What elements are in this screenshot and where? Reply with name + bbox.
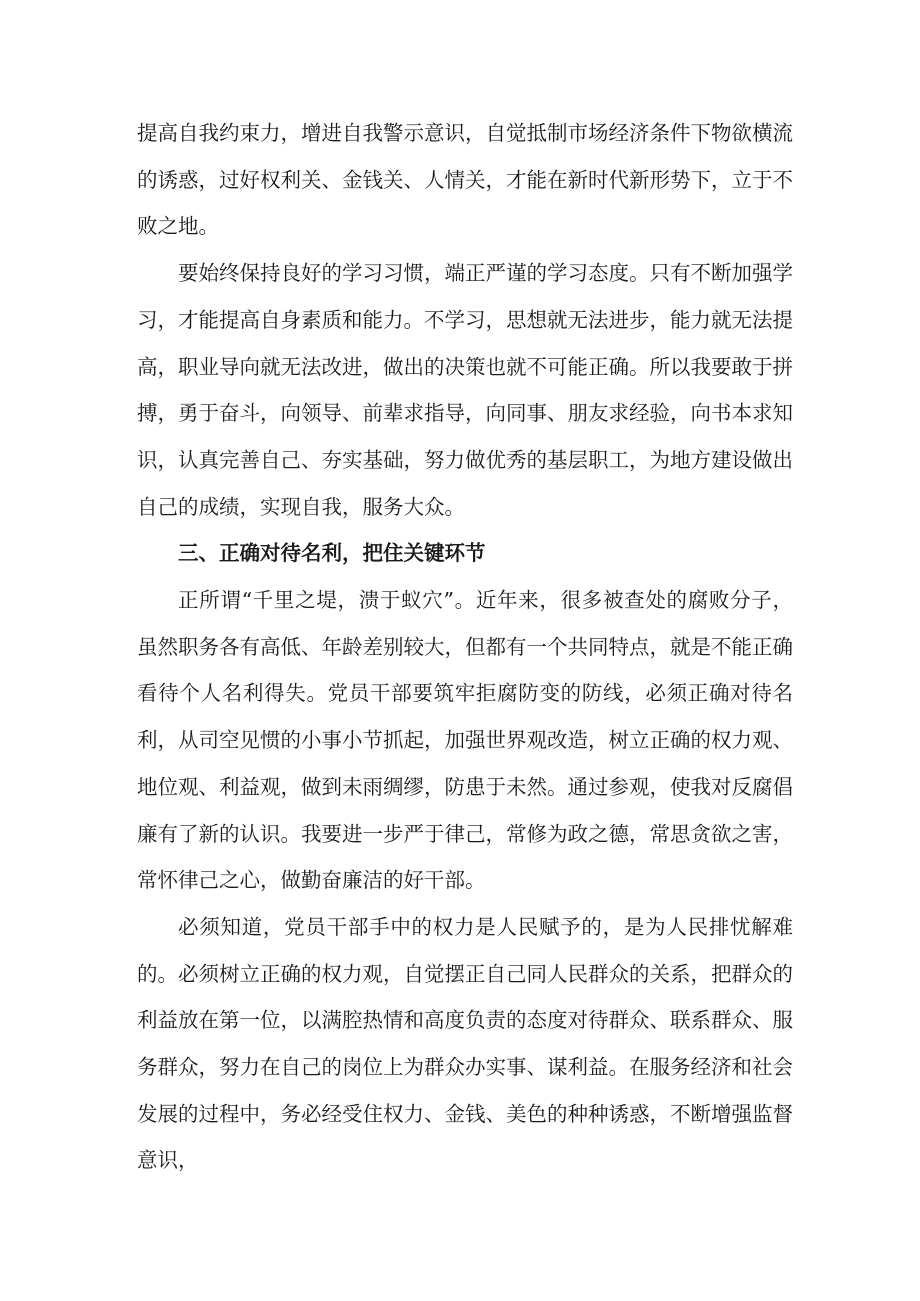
paragraph-study-habits: 要始终保持良好的学习习惯，端正严谨的学习态度。只有不断加强学习，才能提高自身素质和能力。不学习，思想就无法进步，能力就无法提高，职业导向就无法改进，做出的决策也就不可能正确。所以我要敢于拼搏，勇于奋斗，向领导、前辈求指导，向同事、朋友求经验，向书本求知识，认真完善自己、夯实基础，努力做优秀的基层职工，为地方建设做出自己的成绩，实现自我，服务大众。 [137,261,793,519]
paragraph-continuation: 提高自我约束力，增进自我警示意识，自觉抵制市场经济条件下物欲横流的诱惑，过好权利关、金钱关、人情关，才能在新时代新形势下，立于不败之地。 [137,121,793,239]
section-heading: 三、正确对待名利，把住关键环节 [178,541,486,566]
paragraph-fame-and-gain: 正所谓“千里之堤，溃于蚁穴”。近年来，很多被查处的腐败分子，虽然职务各有高低、年龄差别较大，但都有一个共同特点，就是不能正确看待个人名利得失。党员干部要筑牢拒腐防变的防线，必须正确对待名利，从司空见惯的小事小节抓起，加强世界观改造，树立正确的权力观、地位观、利益观，做到未雨绸缪，防患于未然。通过参观，使我对反腐倡廉有了新的认识。我要进一步严于律己，常修为政之德，常思贪欲之害，常怀律己之心，做勤奋廉洁的好干部。 [137,588,793,893]
document-body [137,110,793,1184]
paragraph-power-from-people: 必须知道，党员干部手中的权力是人民赋予的，是为人民排忧解难的。必须树立正确的权力观，自觉摆正自己同人民群众的关系，把群众的利益放在第一位，以满腔热情和高度负责的态度对待群众、联系群众、服务群众，努力在自己的岗位上为群众办实事、谋利益。在服务经济和社会发展的过程中，务必经受住权力、金钱、美色的种种诱惑，不断增强监督意识， [137,914,793,1173]
